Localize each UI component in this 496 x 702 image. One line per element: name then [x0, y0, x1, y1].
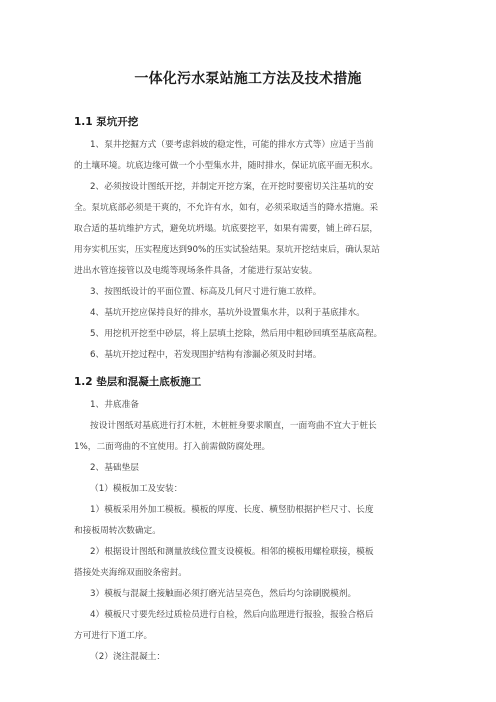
paragraph-line: 搭接处夹海绵双面胶条密封。: [74, 568, 187, 578]
paragraph-line: 取合适的基坑维护方式，避免坑坍塌。坑底要挖平，如果有需要，铺上碎石层，: [74, 224, 379, 234]
paragraph-line: 4、基坑开挖应保持良好的排水，基坑外设置集水井，以利于基底排水。: [90, 308, 365, 318]
paragraph-line: 全。泵坑底部必须是干爽的，不允许有水，如有，必须采取适当的降水措施。采: [74, 203, 379, 213]
paragraph-line: 1、泵井挖掘方式（要考虑斜坡的稳定性，可能的排水方式等）应适于当前: [90, 140, 374, 150]
section-heading-1-2: 1.2 垫层和混凝土底板施工: [74, 376, 202, 388]
paragraph-line: （1）模板加工及安装：: [90, 484, 183, 494]
paragraph-line: 按设计图纸对基底进行打木桩，木桩桩身要求顺直，一面弯曲不宜大于桩长: [90, 421, 377, 431]
paragraph-line: 3、按图纸设计的平面位置、标高及几何尺寸进行施工放样。: [90, 287, 322, 297]
paragraph-line: （2）浇注混凝土：: [90, 652, 166, 662]
paragraph-line: 1）模板采用外加工模板。模板的厚度、长度、横竖肋根据护栏尺寸、长度: [90, 505, 374, 515]
paragraph-line: 2、必须按设计图纸开挖，并制定开挖方案，在开挖时要密切关注基坑的安: [90, 182, 374, 192]
paragraph-line: 1%，二面弯曲的不宜使用。打入前需做防腐处理。: [74, 442, 271, 452]
document-title: 一体化污水泵站施工方法及技术措施: [134, 71, 362, 87]
paragraph-line: 2）根据设计图纸和测量放线位置支设模板。相邻的模板用螺栓联接，模板: [90, 547, 374, 557]
paragraph-line: 4）模板尺寸要先经过质检员进行自检，然后向监理进行报验，报验合格后: [90, 610, 374, 620]
paragraph-line: 5、用挖机开挖至中砂层，将上层填土挖除，然后用中粗砂回填至基底高程。: [90, 329, 383, 339]
paragraph-line: 和接板周转次数确定。: [74, 526, 161, 536]
paragraph-line: 1、井底准备: [90, 400, 139, 410]
paragraph-line: 3）模板与混凝土接触面必须打磨光洁呈亮色，然后均匀涂刷脱模剂。: [90, 589, 357, 599]
section-heading-1-1: 1.1 泵坑开挖: [74, 116, 139, 128]
paragraph-line: 2、基础垫层: [90, 463, 139, 473]
paragraph-line: 方可进行下道工序。: [74, 631, 153, 641]
paragraph-line: 的土壤环境。坑底边缘可做一个小型集水井，随时排水，保证坑底平面无积水。: [74, 161, 379, 171]
paragraph-line: 6、基坑开挖过程中，若发现围护结构有渗漏必须及时封堵。: [90, 350, 322, 360]
paragraph-line: 进出水管连接管以及电缆等现场条件具备，才能进行泵站安装。: [74, 266, 318, 276]
paragraph-line: 用夯实机压实，压实程度达到90%的压实试验结果。泵坑开挖结束后，确认泵站: [74, 245, 380, 255]
